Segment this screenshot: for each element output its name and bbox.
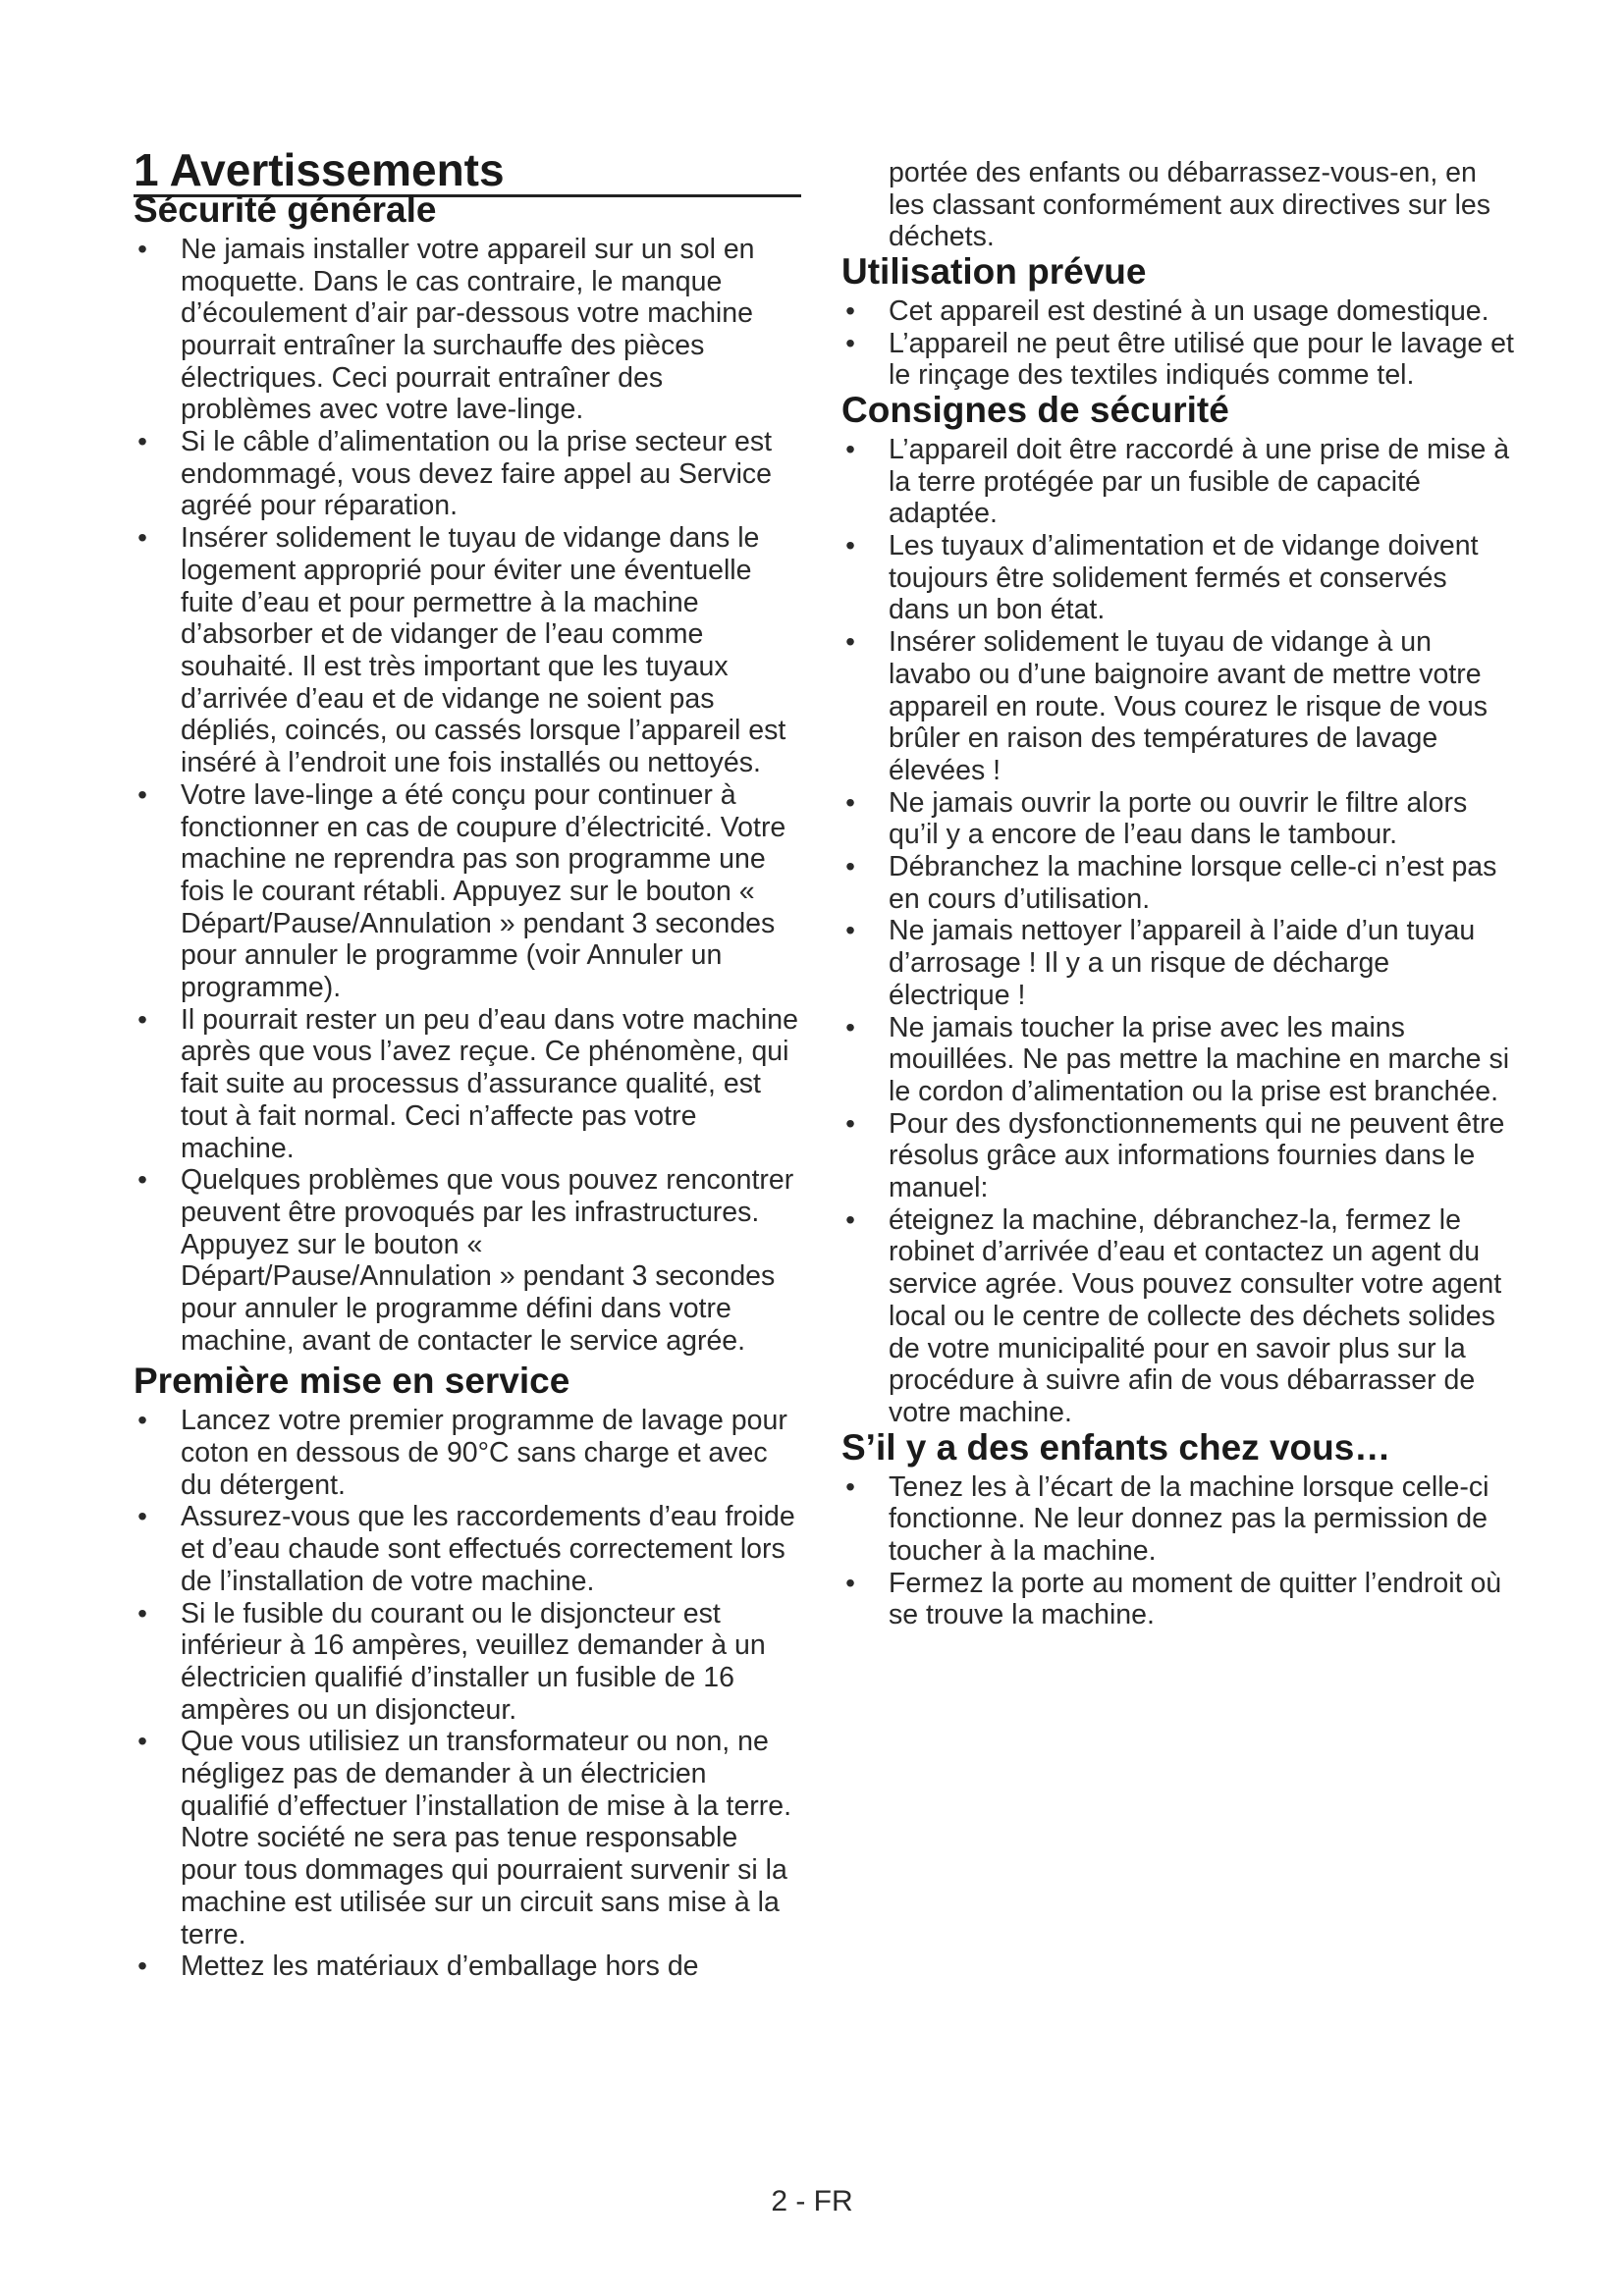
list-item: • Que vous utilisiez un transformateur ou non, ne négligez pas de demander à un électricien qualifié d’effectuer l’installation de mise à la terre. Notre société ne sera pas tenue responsable pour tous dommages qui pourraient survenir si la machine est utilisée sur un circuit sans mise à la terre. bbox=[134, 1726, 801, 1950]
list-item: • éteignez la machine, débranchez-la, fermez le robinet d’arrivée d’eau et contactez un agent du service agrée. Vous pouvez consulter votre agent local ou le centre de collecte des déchets solides de votre municipalité pour en savoir plus sur la procédure à suivre afin de vous débarrasser de votre machine. bbox=[841, 1204, 1514, 1429]
bullet-icon: • bbox=[845, 1203, 855, 1235]
list-item: • Ne jamais nettoyer l’appareil à l’aide d’un tuyau d’arrosage ! Il y a un risque de décharge électrique ! bbox=[841, 915, 1514, 1011]
heading-utilisation-prevue: Utilisation prévue bbox=[841, 251, 1147, 293]
bullet-icon: • bbox=[137, 1726, 147, 1757]
list-item: • Cet appareil est destiné à un usage domestique. bbox=[841, 295, 1514, 328]
bullet-icon: • bbox=[845, 1470, 855, 1502]
bullet-icon: • bbox=[137, 778, 147, 810]
bullet-icon: • bbox=[845, 530, 855, 561]
bullet-icon: • bbox=[137, 522, 147, 554]
list-item: • Lancez votre premier programme de lavage pour coton en dessous de 90°C sans charge et avec du détergent. bbox=[134, 1405, 801, 1501]
list-item: • Ne jamais installer votre appareil sur un sol en moquette. Dans le cas contraire, le manque d’écoulement d’air par-dessous votre machine pourrait entraîner la surchauffe des pièces électriques. Ceci pourrait entraîner des problèmes avec votre lave-linge. bbox=[134, 234, 801, 426]
list-item: • Quelques problèmes que vous pouvez rencontrer peuvent être provoqués par les infrastructures. Appuyez sur le bouton « Départ/Pause/Annulation » pendant 3 secondes pour annuler le programme défini dans votre machine, avant de contacter le service agrée. bbox=[134, 1164, 801, 1357]
list-item: • Si le câble d’alimentation ou la prise secteur est endommagé, vous devez faire appel au Service agréé pour réparation. bbox=[134, 426, 801, 522]
list-item: • L’appareil doit être raccordé à une prise de mise à la terre protégée par un fusible de capacité adaptée. bbox=[841, 434, 1514, 530]
bullet-icon: • bbox=[845, 1107, 855, 1139]
heading-securite-generale: Sécurité générale bbox=[134, 189, 437, 230]
bullet-icon: • bbox=[137, 1003, 147, 1035]
list-item: • L’appareil ne peut être utilisé que pour le lavage et le rinçage des textiles indiqués comme tel. bbox=[841, 328, 1514, 392]
list-item: • Insérer solidement le tuyau de vidange dans le logement approprié pour éviter une éventuelle fuite d’eau et pour permettre à la machine d’absorber et de vidanger de l’eau comme souhaité. Il est très important que les tuyaux d’arrivée d’eau et de vidange ne soient pas dépliés, coincés, ou cassés lorsque l’appareil est inséré à l’endroit une fois installés ou nettoyés. bbox=[134, 522, 801, 779]
heading-enfants: S’il y a des enfants chez vous… bbox=[841, 1426, 1391, 1468]
bullet-icon: • bbox=[137, 426, 147, 457]
bullet-icon: • bbox=[137, 1597, 147, 1629]
page-title: 1 Avertissements bbox=[134, 147, 801, 197]
bullet-icon: • bbox=[137, 1501, 147, 1532]
bullet-icon: • bbox=[845, 327, 855, 358]
heading-premiere-mise-en-service: Première mise en service bbox=[134, 1361, 570, 1402]
list-utilisation-prevue bbox=[841, 295, 1514, 392]
list-item: • Ne jamais toucher la prise avec les mains mouillées. Ne pas mettre la machine en marche si le cordon d’alimentation ou la prise est branchée. bbox=[841, 1012, 1514, 1108]
list-premiere-mise-en-service bbox=[134, 1405, 801, 1983]
bullet-icon: • bbox=[137, 1405, 147, 1436]
bullet-icon: • bbox=[137, 1164, 147, 1196]
bullet-icon: • bbox=[845, 294, 855, 326]
list-enfants bbox=[841, 1471, 1514, 1632]
left-column bbox=[134, 144, 801, 1983]
list-item: • Assurez-vous que les raccordements d’eau froide et d’eau chaude sont effectués correctement lors de l’installation de votre machine. bbox=[134, 1501, 801, 1597]
list-item: • Fermez la porte au moment de quitter l’endroit où se trouve la machine. bbox=[841, 1568, 1514, 1631]
bullet-icon: • bbox=[845, 1567, 855, 1598]
bullet-icon: • bbox=[137, 233, 147, 264]
continuation-text: portée des enfants ou débarrassez-vous-en, en les classant conformément aux directives sur les déchets. bbox=[889, 157, 1491, 253]
page-number: 2 - FR bbox=[771, 2185, 853, 2217]
bullet-icon: • bbox=[845, 915, 855, 946]
list-item: • Mettez les matériaux d’emballage hors de bbox=[134, 1950, 801, 1983]
list-item: • Il pourrait rester un peu d’eau dans votre machine après que vous l’avez reçue. Ce phénomène, qui fait suite au processus d’assurance qualité, est tout à fait normal. Ceci n’affecte pas votre machine. bbox=[134, 1004, 801, 1165]
right-column bbox=[841, 157, 1514, 1631]
bullet-icon: • bbox=[845, 1011, 855, 1042]
list-securite-generale bbox=[134, 234, 801, 1358]
list-item: • Pour des dysfonctionnements qui ne peuvent être résolus grâce aux informations fournies dans le manuel: bbox=[841, 1108, 1514, 1204]
list-consignes-de-securite bbox=[841, 434, 1514, 1429]
list-item: • Si le fusible du courant ou le disjoncteur est inférieur à 16 ampères, veuillez demander à un électricien qualifié d’installer un fusible de 16 ampères ou un disjoncteur. bbox=[134, 1598, 801, 1727]
list-item: • Les tuyaux d’alimentation et de vidange doivent toujours être solidement fermés et conservés dans un bon état. bbox=[841, 530, 1514, 626]
list-item: • Tenez les à l’écart de la machine lorsque celle-ci fonctionne. Ne leur donnez pas la permission de toucher à la machine. bbox=[841, 1471, 1514, 1568]
list-item: • Insérer solidement le tuyau de vidange à un lavabo ou d’une baignoire avant de mettre votre appareil en route. Vous courez le risque de vous brûler en raison des températures de lavage élevées ! bbox=[841, 626, 1514, 787]
list-item: • Débranchez la machine lorsque celle-ci n’est pas en cours d’utilisation. bbox=[841, 851, 1514, 915]
bullet-icon: • bbox=[845, 851, 855, 882]
bullet-icon: • bbox=[845, 433, 855, 464]
list-item: • Ne jamais ouvrir la porte ou ouvrir le filtre alors qu’il y a encore de l’eau dans le tambour. bbox=[841, 787, 1514, 851]
bullet-icon: • bbox=[137, 1950, 147, 1982]
bullet-icon: • bbox=[845, 626, 855, 658]
bullet-icon: • bbox=[845, 786, 855, 818]
heading-consignes-de-securite: Consignes de sécurité bbox=[841, 390, 1229, 431]
list-item: • Votre lave-linge a été conçu pour continuer à fonctionner en cas de coupure d’électricité. Votre machine ne reprendra pas son programme une fois le courant rétabli. Appuyez sur le bouton « Départ/Pause/Annulation » pendant 3 secondes pour annuler le programme (voir Annuler un programme). bbox=[134, 779, 801, 1004]
